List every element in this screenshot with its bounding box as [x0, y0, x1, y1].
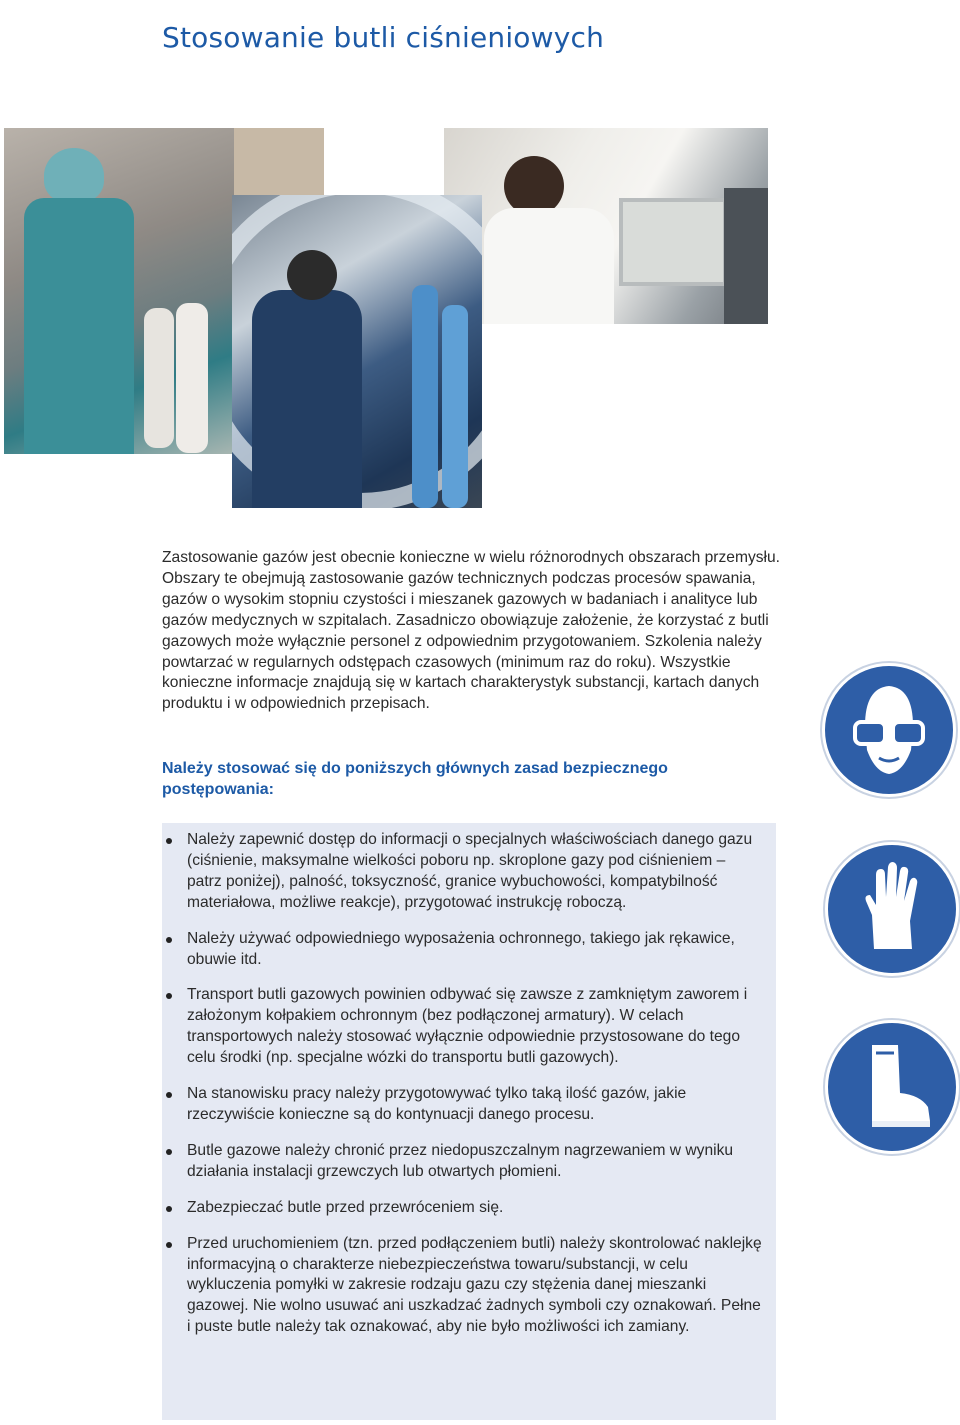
goggles-sign-icon: [822, 663, 956, 797]
gloves-sign-icon: [825, 842, 959, 976]
list-item: Transport butli gazowych powinien odbywać się zawsze z zamkniętym zaworem i założonym kołpakiem ochronnym (bez podłączonej armatury). W celach transportowych należy stosować wyłącznie odpowiednie przystosowane do tego celu środki (np. specjalne wózki do transportu butli gazowych).: [162, 985, 762, 1069]
list-item: Na stanowisku pracy należy przygotowywać tylko taką ilość gazów, jakie rzeczywiście konieczne są do kontynuacji danego procesu.: [162, 1084, 762, 1126]
rules-heading: Należy stosować się do poniższych głównych zasad bezpiecznego postępowania:: [162, 760, 668, 798]
bullet-icon: [166, 838, 172, 844]
bullet-icon: [166, 993, 172, 999]
rules-list: [162, 830, 762, 1353]
bullet-icon: [166, 1242, 172, 1248]
intro-paragraph: Zastosowanie gazów jest obecnie konieczne w wielu różnorodnych obszarach przemysłu. Obszary te obejmują zastosowanie gazów technicznych podczas procesów spawania, gazów o wysokim stopniu czystości i mieszanek gazowych w badaniach i analityce lub gazów medycznych w szpitalach. Zasadniczo obowiązuje założenie, że korzystać z butli gazowych może wyłącznie personel z odpowiednim przygotowaniem. Szkolenia należy powtarzać w regularnych odstępach czasowych (minimum raz do roku). Wszystkie konieczne informacje znajdują się w kartach charakterystyk substancji, kartach danych produktu i w odpowiednich przepisach.: [162, 549, 781, 713]
list-item: Należy zapewnić dostęp do informacji o specjalnych właściwościach danego gazu (ciśnienie, maksymalne wielkości poboru np. skroplone gazy pod ciśnieniem – patrz poniżej), palność, toksyczność, granice wybuchowości, kompatybilność materiałowa, możliwe reakcje), przygotować instrukcję roboczą.: [162, 830, 762, 914]
list-item: Przed uruchomieniem (tzn. przed podłączeniem butli) należy skontrolować naklejkę informacyjną o charakterze niebezpieczeństwa towaru/substancji, w celu wykluczenia pomyłki w zakresie rodzaju gazu czy stężenia danej mieszanki gazowej. Nie wolno usuwać ani uszkadzać żadnych symboli czy oznakowań. Pełne i puste butle należy tak oznakować, aby nie było możliwości ich zamiany.: [162, 1234, 762, 1339]
laboratory-photo: [444, 128, 768, 324]
list-item: Butle gazowe należy chronić przez niedopuszczalnym nagrzewaniem w wyniku działania instalacji grzewczych lub otwartych płomieni.: [162, 1141, 762, 1183]
page-title: Stosowanie butli ciśnieniowych: [162, 20, 605, 54]
bullet-icon: [166, 1206, 172, 1212]
welding-photo: [232, 195, 482, 508]
bullet-icon: [166, 1149, 172, 1155]
bullet-icon: [166, 937, 172, 943]
list-item: Należy używać odpowiedniego wyposażenia ochronnego, takiego jak rękawice, obuwie itd.: [162, 929, 762, 971]
boots-sign-icon: [825, 1020, 959, 1154]
bullet-icon: [166, 1092, 172, 1098]
list-item: Zabezpieczać butle przed przewróceniem się.: [162, 1198, 762, 1219]
